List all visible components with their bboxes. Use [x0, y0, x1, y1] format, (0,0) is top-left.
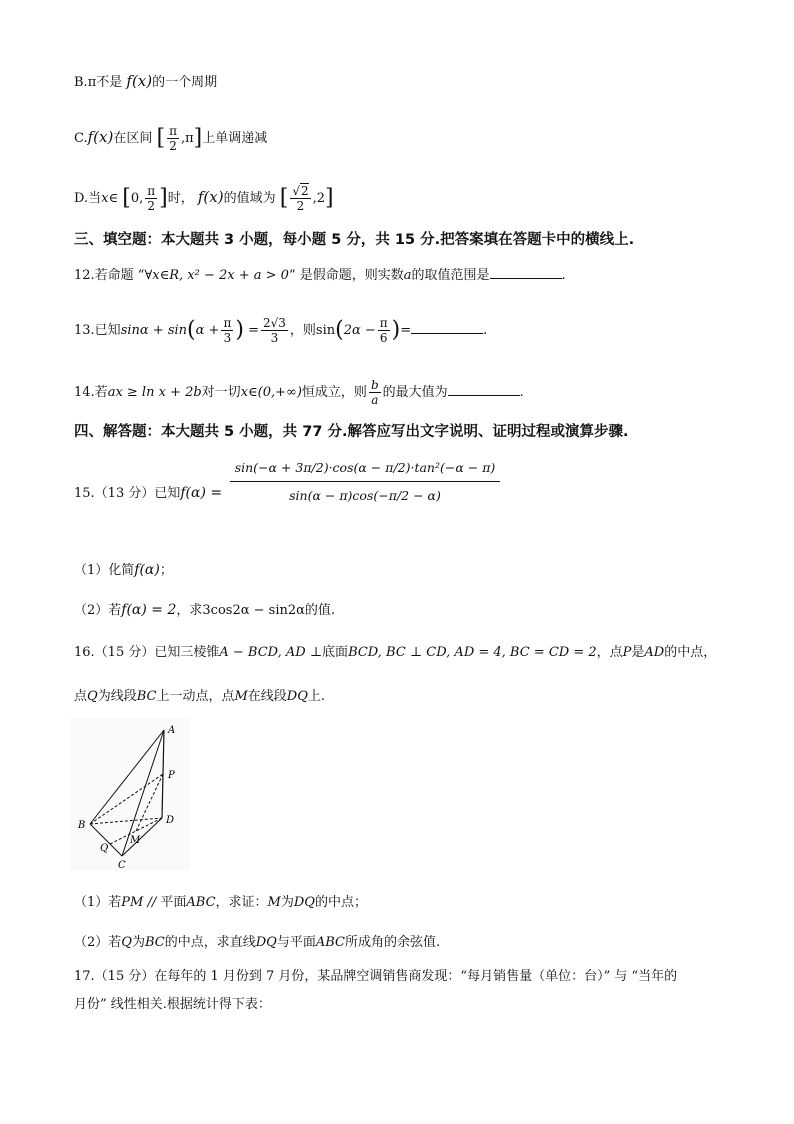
tetrahedron-figure	[70, 718, 190, 870]
bracket: [	[156, 125, 166, 151]
frac-num: π	[379, 316, 388, 330]
frac-num: √2	[292, 184, 309, 198]
text: 的值.	[304, 603, 336, 618]
text: 点	[74, 689, 88, 704]
frac-num: π	[169, 124, 177, 138]
bracket: ]	[193, 125, 203, 151]
symbol: ∈	[108, 191, 119, 206]
fraction	[290, 184, 310, 213]
q16-part-1	[74, 894, 367, 912]
text: 为线段	[97, 689, 137, 704]
text: 的中点，求直线	[164, 935, 256, 950]
text: 12.若命题 “	[74, 268, 145, 283]
text: 15.（13 分）已知	[74, 486, 181, 501]
section-3-title: 三、填空题：本大题共 3 小题，每小题 5 分，共 15 分.把答案填在答题卡中的横线上.	[74, 232, 635, 248]
bracket: [	[279, 185, 289, 211]
var: AD	[644, 645, 665, 660]
text: 上一动点，点	[156, 689, 235, 704]
fx-expr: f(x)	[126, 72, 153, 90]
frac-den: a	[371, 393, 379, 407]
bracket: [	[122, 185, 131, 211]
text: （2）若	[74, 603, 122, 618]
text: 为	[280, 895, 294, 910]
frac-den: 2	[169, 139, 177, 153]
question-13	[74, 316, 487, 345]
q15-part-1	[74, 561, 173, 580]
question-12	[74, 266, 566, 285]
answer-blank[interactable]	[490, 266, 562, 279]
fraction	[378, 316, 390, 345]
paren: (	[335, 317, 344, 343]
figure-background	[70, 718, 190, 870]
option-b	[74, 72, 217, 92]
frac-num: b	[370, 378, 379, 392]
math-expr: PM //	[121, 895, 161, 910]
text: .	[519, 385, 524, 400]
section-4-title: 四、解答题：本大题共 5 小题，共 77 分.解答应写出文字说明、证明过程或演算步骤.	[74, 424, 629, 440]
text: 16.（15 分）已知三棱锥	[74, 645, 220, 660]
q15-part-2	[74, 601, 335, 620]
text: 在线段	[247, 689, 287, 704]
q17-line-1: 17.（15 分）在每年的 1 月份到 7 月份，某品牌空调销售商发现：“每月销售量（单位：台）” 与 “当年的	[74, 969, 678, 984]
label-q: Q	[100, 843, 109, 854]
frac-num: 2√3	[262, 316, 286, 330]
label-d: D	[166, 815, 175, 826]
paren: )	[391, 317, 401, 343]
label-p: P	[168, 770, 175, 781]
var: M	[267, 895, 281, 910]
option-c	[74, 124, 267, 153]
text: 0,	[130, 191, 144, 206]
text: 13.已知	[74, 323, 121, 338]
frac-num: π	[223, 316, 232, 330]
equals: =	[248, 323, 259, 338]
fx-expr: f(x)	[197, 188, 224, 206]
question-15-intro	[74, 484, 222, 503]
text: 的中点；	[314, 895, 367, 910]
option-d-label: D.	[74, 191, 89, 206]
var: P	[622, 645, 632, 660]
text: 当	[88, 191, 102, 206]
math-expr: A − BCD, AD ⊥	[219, 645, 323, 660]
text: 恒成立，则	[301, 385, 367, 400]
math-expr: ax ≥ ln x + 2b	[107, 385, 202, 400]
label-m: M	[130, 835, 141, 846]
frac-den: 6	[379, 331, 388, 345]
var-x: x	[101, 191, 109, 206]
text: （1）化简	[74, 563, 135, 578]
question-14	[74, 378, 524, 407]
text: ” 是假命题，则实数	[288, 268, 404, 283]
frac-den: 2	[147, 199, 155, 213]
frac-num: π	[147, 184, 156, 198]
fraction	[261, 316, 288, 345]
answer-blank[interactable]	[448, 383, 520, 396]
var: Q	[87, 689, 98, 704]
text: ,π	[180, 131, 194, 146]
text: （2）若	[74, 935, 122, 950]
var: DQ	[255, 935, 277, 950]
math-expr: ∀x∈R, x² − 2x + a > 0	[144, 268, 289, 283]
frac-den: 3	[270, 331, 279, 345]
math-expr: f(α)	[134, 562, 160, 578]
label-b: B	[78, 820, 86, 831]
q16-line-1	[74, 644, 716, 662]
q15-numerator: sin(−α + 3π/2)·cos(α − π/2)·tan²(−α − π)	[230, 460, 500, 482]
text: 所成角的余弦值.	[344, 935, 441, 950]
q15-denominator: sin(α − π)cos(−π/2 − α)	[289, 488, 441, 503]
text: 不是	[96, 75, 123, 90]
fx-expr: f(x)	[87, 128, 114, 146]
var: BC	[144, 935, 165, 950]
text: ，点	[596, 645, 623, 660]
text: 上.	[307, 689, 326, 704]
fraction	[221, 316, 233, 345]
label-c: C	[118, 860, 126, 870]
q16-line-2	[74, 688, 325, 706]
var: M	[234, 689, 248, 704]
text: 与平面	[276, 935, 316, 950]
math-expr: sin	[315, 323, 336, 338]
text: 的一个周期	[152, 75, 218, 90]
var: DQ	[286, 689, 308, 704]
text: 在区间	[113, 131, 153, 146]
text: 对一切	[201, 385, 241, 400]
fraction	[369, 378, 381, 407]
var: BC	[136, 689, 157, 704]
fraction	[145, 184, 157, 213]
text: 平面	[160, 895, 187, 910]
text: 的值域为	[223, 191, 276, 206]
bracket: ]	[159, 185, 168, 211]
q16-part-2	[74, 934, 440, 952]
equals: =	[400, 323, 412, 338]
var-a: a	[403, 268, 412, 283]
text: 14.若	[74, 385, 108, 400]
answer-blank[interactable]	[411, 321, 483, 334]
fraction	[167, 124, 179, 153]
bracket: ]	[325, 185, 334, 211]
paren: )	[235, 317, 244, 343]
text: 的取值范围是	[411, 268, 490, 283]
option-b-label: B.	[74, 75, 88, 90]
var: Q	[121, 935, 132, 950]
math-expr: f(α) = 2	[121, 602, 177, 618]
text: 底面	[322, 645, 349, 660]
text: 的最大值为	[382, 385, 448, 400]
pi-symbol: π	[87, 75, 97, 90]
text: 上单调递减	[202, 131, 268, 146]
text: （1）若	[74, 895, 122, 910]
text: ，求	[176, 603, 203, 618]
text: 为	[131, 935, 145, 950]
text: .	[561, 268, 566, 283]
text: 是	[631, 645, 645, 660]
label-a: A	[168, 725, 176, 736]
text: 时，	[167, 191, 194, 206]
var: ABC	[315, 935, 345, 950]
text: .	[483, 323, 488, 338]
fa-expr: f(α) =	[180, 485, 223, 501]
text: ；	[159, 563, 173, 578]
paren: (	[187, 317, 196, 343]
sqrt-arg: 2	[300, 184, 309, 198]
math-expr: BCD, BC ⊥ CD, AD = 4, BC = CD = 2	[348, 645, 597, 660]
q17-line-2: 月份” 线性相关.根据统计得下表：	[74, 997, 271, 1012]
text: ,2	[312, 191, 326, 206]
math-expr: sinα + sin	[120, 323, 188, 338]
math-expr: 2α −	[343, 323, 376, 338]
var: DQ	[293, 895, 315, 910]
text: ，求证：	[215, 895, 268, 910]
q15-fraction	[230, 460, 500, 503]
var: ABC	[186, 895, 216, 910]
text: ，则	[289, 323, 316, 338]
frac-den: 3	[223, 331, 232, 345]
frac-den: 2	[296, 199, 305, 213]
option-c-label: C.	[74, 131, 88, 146]
math-expr: α +	[195, 323, 220, 338]
text: 的中点，	[664, 645, 717, 660]
math-expr: x∈(0,+∞)	[240, 385, 302, 400]
math-expr: 3cos2α − sin2α	[202, 603, 305, 618]
option-d	[74, 184, 334, 213]
